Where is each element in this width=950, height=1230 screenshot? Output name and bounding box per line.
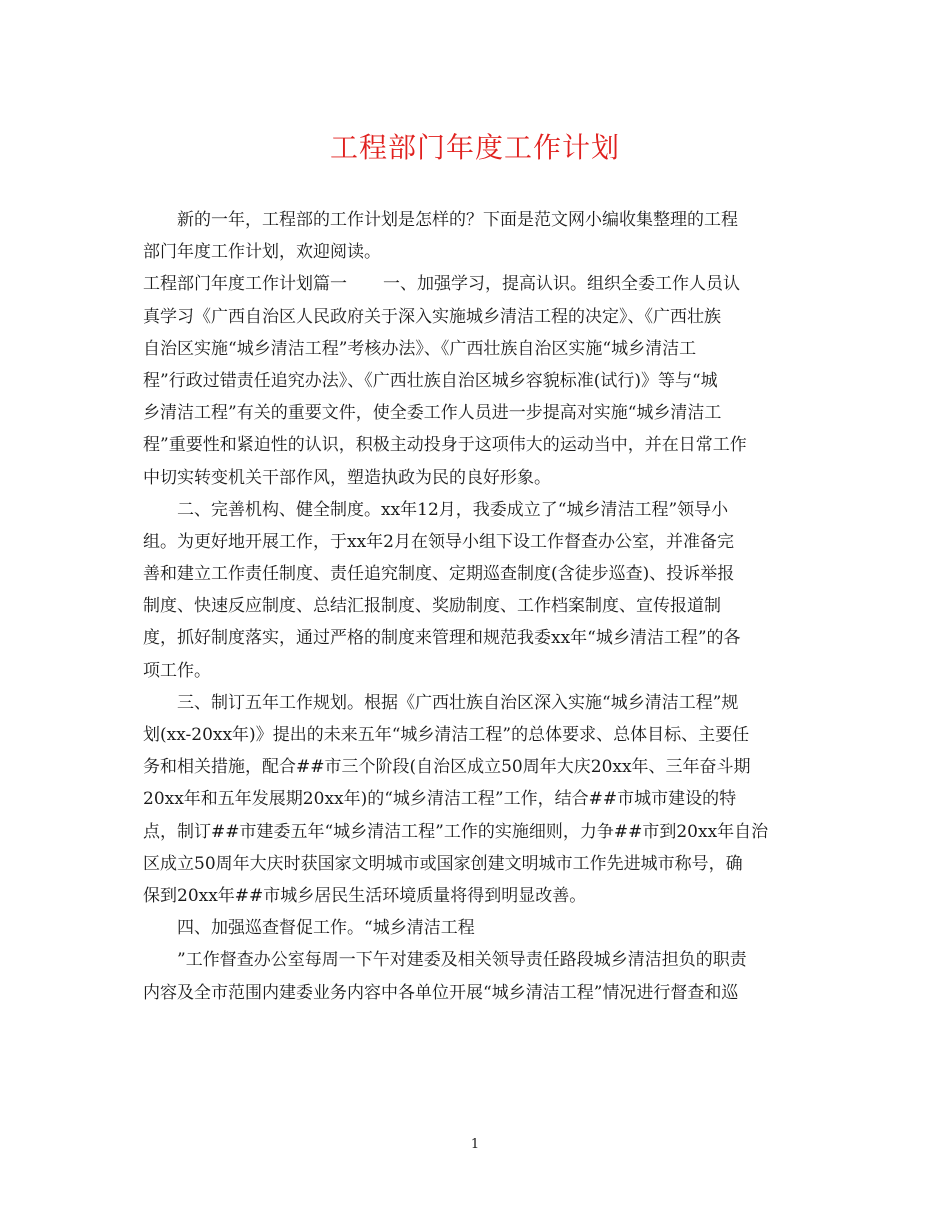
paragraph-line: 中切实转变机关干部作风，塑造执政为民的良好形象。 — [143, 467, 551, 488]
intro-line: 部门年度工作计划，欢迎阅读。 — [143, 242, 381, 263]
paragraph-line: 内容及全市范围内建委业务内容中各单位开展“城乡清洁工程”情况进行督查和巡 — [143, 982, 739, 1003]
paragraph-line: 项工作。 — [143, 660, 211, 681]
section1-first-line — [143, 268, 805, 300]
paragraph-line: 程”行政过错责任追究办法》、《广西壮族自治区城乡容貌标准(试行)》等与“城 — [143, 370, 718, 391]
paragraph-line: 点，制订##市建委五年“城乡清洁工程”工作的实施细则，力争##市到20xx年自治 — [143, 821, 769, 842]
document-title: 工程部门年度工作计划 — [329, 131, 620, 164]
paragraph-line: 三、制订五年工作规划。根据《广西壮族自治区深入实施“城乡清洁工程”规 — [177, 692, 739, 713]
paragraph-line: 20xx年和五年发展期20xx年)的“城乡清洁工程”工作，结合##市城市建设的特 — [143, 789, 737, 810]
section4-heading: 四、加强巡查督促工作。“城乡清洁工程 — [177, 918, 475, 939]
paragraph-line: 程”重要性和紧迫性的认识，积极主动投身于这项伟大的运动当中，并在日常工作 — [143, 435, 747, 456]
paragraph-line: 保到20xx年##市城乡居民生活环境质量将得到明显改善。 — [143, 885, 587, 906]
page-number: 1 — [470, 1137, 480, 1152]
intro-line: 新的一年，工程部的工作计划是怎样的？下面是范文网小编收集整理的工程 — [177, 210, 738, 230]
paragraph-line: 真学习《广西自治区人民政府关于深入实施城乡清洁工程的决定》、《广西壮族 — [143, 306, 721, 327]
paragraph-line: 二、完善机构、健全制度。xx年12月，我委成立了“城乡清洁工程”领导小 — [177, 499, 729, 520]
paragraph-line: 自治区实施“城乡清洁工程”考核办法》、《广西壮族自治区实施“城乡清洁工 — [143, 338, 697, 359]
paragraph-line: 划(xx-20xx年)》提出的未来五年“城乡清洁工程”的总体要求、总体目标、主要任 — [143, 725, 750, 745]
paragraph-line: 善和建立工作责任制度、责任追究制度、定期巡查制度(含徒步巡查)、投诉举报 — [143, 564, 735, 585]
section1-heading: 工程部门年度工作计划篇一 — [143, 274, 347, 295]
paragraph-line: 度，抓好制度落实，通过严格的制度来管理和规范我委xx年“城乡清洁工程”的各 — [143, 628, 741, 649]
paragraph-line: 制度、快速反应制度、总结汇报制度、奖励制度、工作档案制度、宣传报道制 — [143, 596, 721, 617]
paragraph-line: 乡清洁工程”有关的重要文件，使全委工作人员进一步提高对实施“城乡清洁工 — [143, 403, 722, 424]
paragraph-line: 务和相关措施，配合##市三个阶段(自治区成立50周年大庆20xx年、三年奋斗期 — [143, 757, 751, 778]
paragraph-line: ”工作督查办公室每周一下午对建委及相关领导责任路段城乡清洁担负的职责 — [177, 950, 747, 971]
paragraph-line: 组。为更好地开展工作，于xx年2月在领导小组下设工作督查办公室，并准备完 — [143, 531, 734, 552]
paragraph-line: 区成立50周年大庆时获国家文明城市或国家创建文明城市工作先进城市称号，确 — [143, 853, 743, 874]
section1-text: 一、加强学习，提高认识。组织全委工作人员认 — [383, 274, 740, 295]
document-body — [143, 204, 805, 1009]
